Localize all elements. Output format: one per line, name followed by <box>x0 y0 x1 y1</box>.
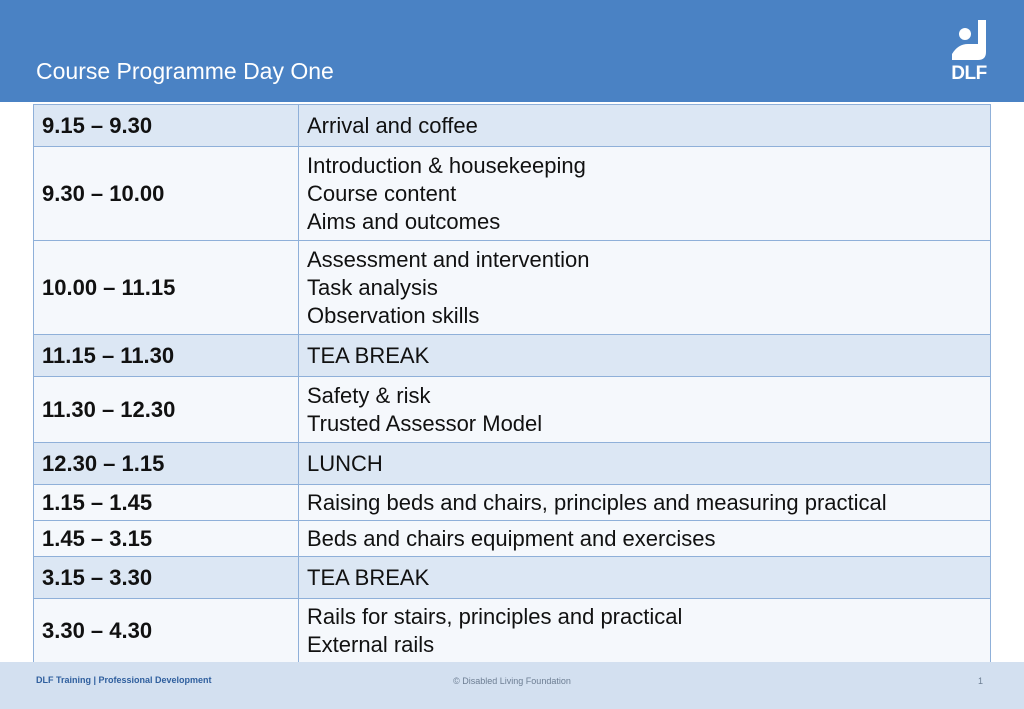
footer-bar <box>0 662 1024 709</box>
time-slot: 11.15 – 11.30 <box>34 335 299 377</box>
schedule-row <box>34 557 991 599</box>
activity-line: Beds and chairs equipment and exercises <box>307 525 716 551</box>
time-slot: 9.15 – 9.30 <box>34 105 299 147</box>
activity-cell <box>299 443 991 485</box>
activity-line: Introduction & housekeeping <box>307 152 586 178</box>
page-number: 1 <box>978 676 984 686</box>
schedule-row <box>34 335 991 377</box>
activity-line: Raising beds and chairs, principles and measuring practical <box>307 489 887 515</box>
schedule-row <box>34 147 991 241</box>
dlf-person-icon <box>948 18 990 62</box>
time-slot: 1.15 – 1.45 <box>34 485 299 521</box>
schedule-table <box>33 104 991 663</box>
time-slot: 9.30 – 10.00 <box>34 147 299 241</box>
time-slot: 12.30 – 1.15 <box>34 443 299 485</box>
activity-cell <box>299 105 991 147</box>
header-bar <box>0 0 1024 102</box>
time-slot: 3.30 – 4.30 <box>34 599 299 663</box>
activity-line: Task analysis <box>307 274 438 300</box>
activity-line: Rails for stairs, principles and practical <box>307 603 683 629</box>
schedule-row <box>34 485 991 521</box>
activity-cell <box>299 521 991 557</box>
schedule-row <box>34 377 991 443</box>
activity-line: Observation skills <box>307 302 480 328</box>
time-slot: 1.45 – 3.15 <box>34 521 299 557</box>
time-slot: 3.15 – 3.30 <box>34 557 299 599</box>
schedule-row <box>34 521 991 557</box>
page-title: Course Programme Day One <box>36 58 334 84</box>
activity-cell <box>299 147 991 241</box>
activity-line: LUNCH <box>307 450 383 476</box>
activity-cell <box>299 377 991 443</box>
time-slot: 10.00 – 11.15 <box>34 241 299 335</box>
schedule-row <box>34 241 991 335</box>
time-slot: 11.30 – 12.30 <box>34 377 299 443</box>
activity-line: Arrival and coffee <box>307 112 478 138</box>
activity-cell <box>299 557 991 599</box>
schedule-row <box>34 443 991 485</box>
activity-line: Aims and outcomes <box>307 208 501 234</box>
activity-cell <box>299 485 991 521</box>
activity-line: TEA BREAK <box>307 342 430 368</box>
dlf-logo <box>948 18 990 88</box>
footer-copyright: © Disabled Living Foundation <box>453 676 571 686</box>
activity-line: TEA BREAK <box>307 564 430 590</box>
activity-line: Safety & risk <box>307 382 431 408</box>
activity-line: Assessment and intervention <box>307 246 590 272</box>
activity-cell <box>299 335 991 377</box>
activity-line: Course content <box>307 180 457 206</box>
activity-cell <box>299 241 991 335</box>
activity-cell <box>299 599 991 663</box>
activity-line: External rails <box>307 631 435 657</box>
activity-line: Trusted Assessor Model <box>307 410 543 436</box>
footer-brand: DLF Training | Professional Development <box>36 675 212 685</box>
schedule-row <box>34 599 991 663</box>
logo-text: DLF <box>951 63 987 84</box>
schedule-row <box>34 105 991 147</box>
